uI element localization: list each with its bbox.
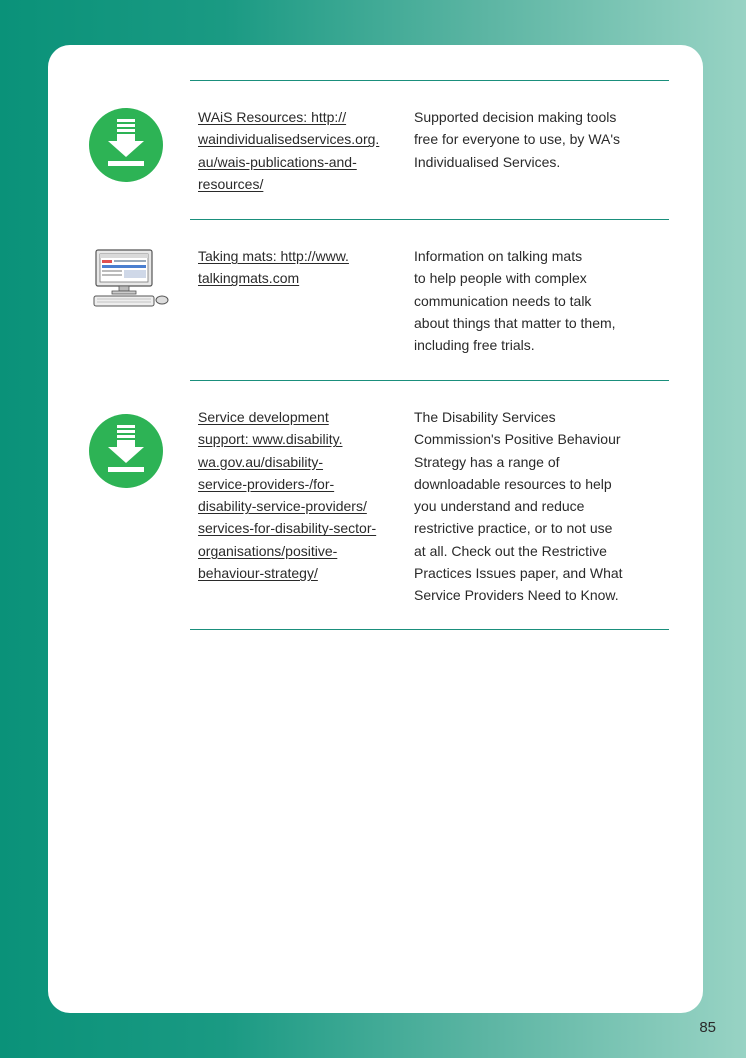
download-icon — [88, 413, 164, 494]
page-number: 85 — [699, 1019, 716, 1036]
resource-description: Supported decision making tools free for everyone to use, by WA's Individualised Services. — [414, 109, 621, 170]
computer-icon — [92, 249, 172, 316]
divider — [190, 80, 669, 81]
resource-link[interactable]: Taking mats: http://www. talkingmats.com — [198, 248, 349, 287]
resource-link[interactable]: Service development support: www.disability. wa.gov.au/disability- service-providers-/for- disability-service-providers/ services-for-disability-sector- organisations/positive- behaviour-strategy/ — [198, 409, 377, 582]
divider — [190, 629, 669, 630]
download-icon — [88, 107, 164, 188]
resource-description: The Disability Services Commission's Positive Behaviour Strategy has a range of downloadable resources to help you understand and reduce restrictive practice, or to not use at all. Check out the Restrictive Practices Issues paper, and What Service Providers Need to Know. — [414, 409, 623, 604]
resource-link[interactable]: WAiS Resources: http:// waindividualisedservices.org. au/wais-publications-and- resources/ — [198, 109, 380, 192]
divider — [190, 219, 669, 220]
resource-description: Information on talking mats to help people with complex communication needs to talk about things that matter to them, including free trials. — [414, 248, 616, 354]
divider — [190, 380, 669, 381]
